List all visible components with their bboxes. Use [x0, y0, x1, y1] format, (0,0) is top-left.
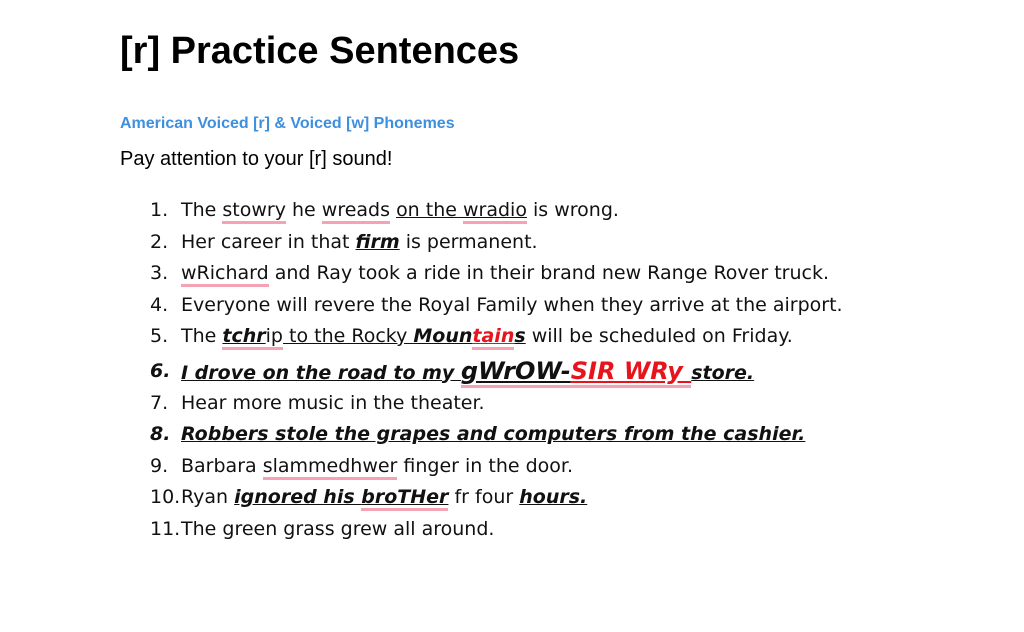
text: Barbara [181, 454, 263, 477]
item-number: 11. [150, 517, 181, 540]
emphasized-word: gWrOW- [461, 357, 571, 388]
emphasized-sentence: store. [691, 361, 755, 384]
page-title: [r] Practice Sentences [120, 30, 520, 72]
emphasized-sentence: Robbers stole the grapes and computers from the cashier. [181, 423, 806, 445]
emphasized-red-word: tain [472, 325, 514, 350]
text: Hear more music in the theater. [181, 391, 485, 414]
spelling-marked-word: slammedhwer [263, 455, 398, 480]
text: will be scheduled on Friday. [525, 325, 793, 347]
emphasized-red-word: SIR WRy [571, 357, 691, 388]
emphasized-word: s [514, 325, 526, 347]
sentence-list [150, 196, 970, 546]
list-item [150, 259, 970, 291]
item-number: 7. [150, 391, 169, 414]
item-number: 2. [150, 230, 169, 253]
item-number: 10. [150, 486, 181, 508]
underlined-text: on the [396, 199, 463, 221]
item-number: 6. [150, 359, 171, 382]
item-number: 3. [150, 262, 169, 284]
list-item [150, 515, 970, 547]
spelling-marked-word: wreads [322, 199, 390, 224]
text: and Ray took a ride in their brand new Range Rover truck. [268, 262, 829, 284]
text: Everyone will revere the Royal Family when they arrive at the airport. [181, 293, 843, 316]
list-item [150, 483, 970, 515]
text: he [285, 199, 322, 221]
text: to the Rocky [282, 325, 414, 347]
text: is permanent. [399, 230, 538, 253]
emphasized-sentence: I drove on the road to my [181, 361, 461, 384]
text: finger in the door. [397, 454, 574, 477]
list-item [150, 354, 970, 389]
spelling-marked-word: wRichard [181, 262, 269, 287]
text: Her career in that [181, 230, 356, 253]
item-number: 9. [150, 454, 169, 477]
item-number: 1. [150, 199, 169, 221]
list-item [150, 196, 970, 228]
list-item [150, 322, 970, 354]
text: The [181, 325, 223, 347]
list-item [150, 420, 970, 452]
item-number: 4. [150, 293, 169, 316]
list-item [150, 389, 970, 421]
list-item [150, 452, 970, 484]
emphasized-word: Moun [413, 325, 473, 347]
list-item [150, 228, 970, 260]
item-number: 5. [150, 325, 169, 347]
spelling-marked-word: ip [266, 325, 283, 350]
text: fr four [448, 486, 520, 508]
emphasized-word: firm [355, 230, 400, 253]
emphasized-word: hours. [519, 486, 588, 508]
text: is wrong. [526, 199, 619, 221]
spelling-marked-word: stowry [222, 199, 286, 224]
list-item [150, 291, 970, 323]
spelling-marked-word: wradio [463, 199, 527, 224]
text: Ryan [181, 486, 235, 508]
emphasized-word: broTHer [361, 486, 448, 511]
text: The [181, 199, 223, 221]
subtitle: American Voiced [r] & Voiced [w] Phonemes [120, 115, 455, 132]
emphasized-word: ignored his [234, 486, 362, 508]
intro-text: Pay attention to your [r] sound! [120, 148, 393, 170]
emphasized-word: tchr [222, 325, 265, 350]
item-number: 8. [150, 423, 171, 445]
text: The green grass grew all around. [181, 517, 495, 540]
